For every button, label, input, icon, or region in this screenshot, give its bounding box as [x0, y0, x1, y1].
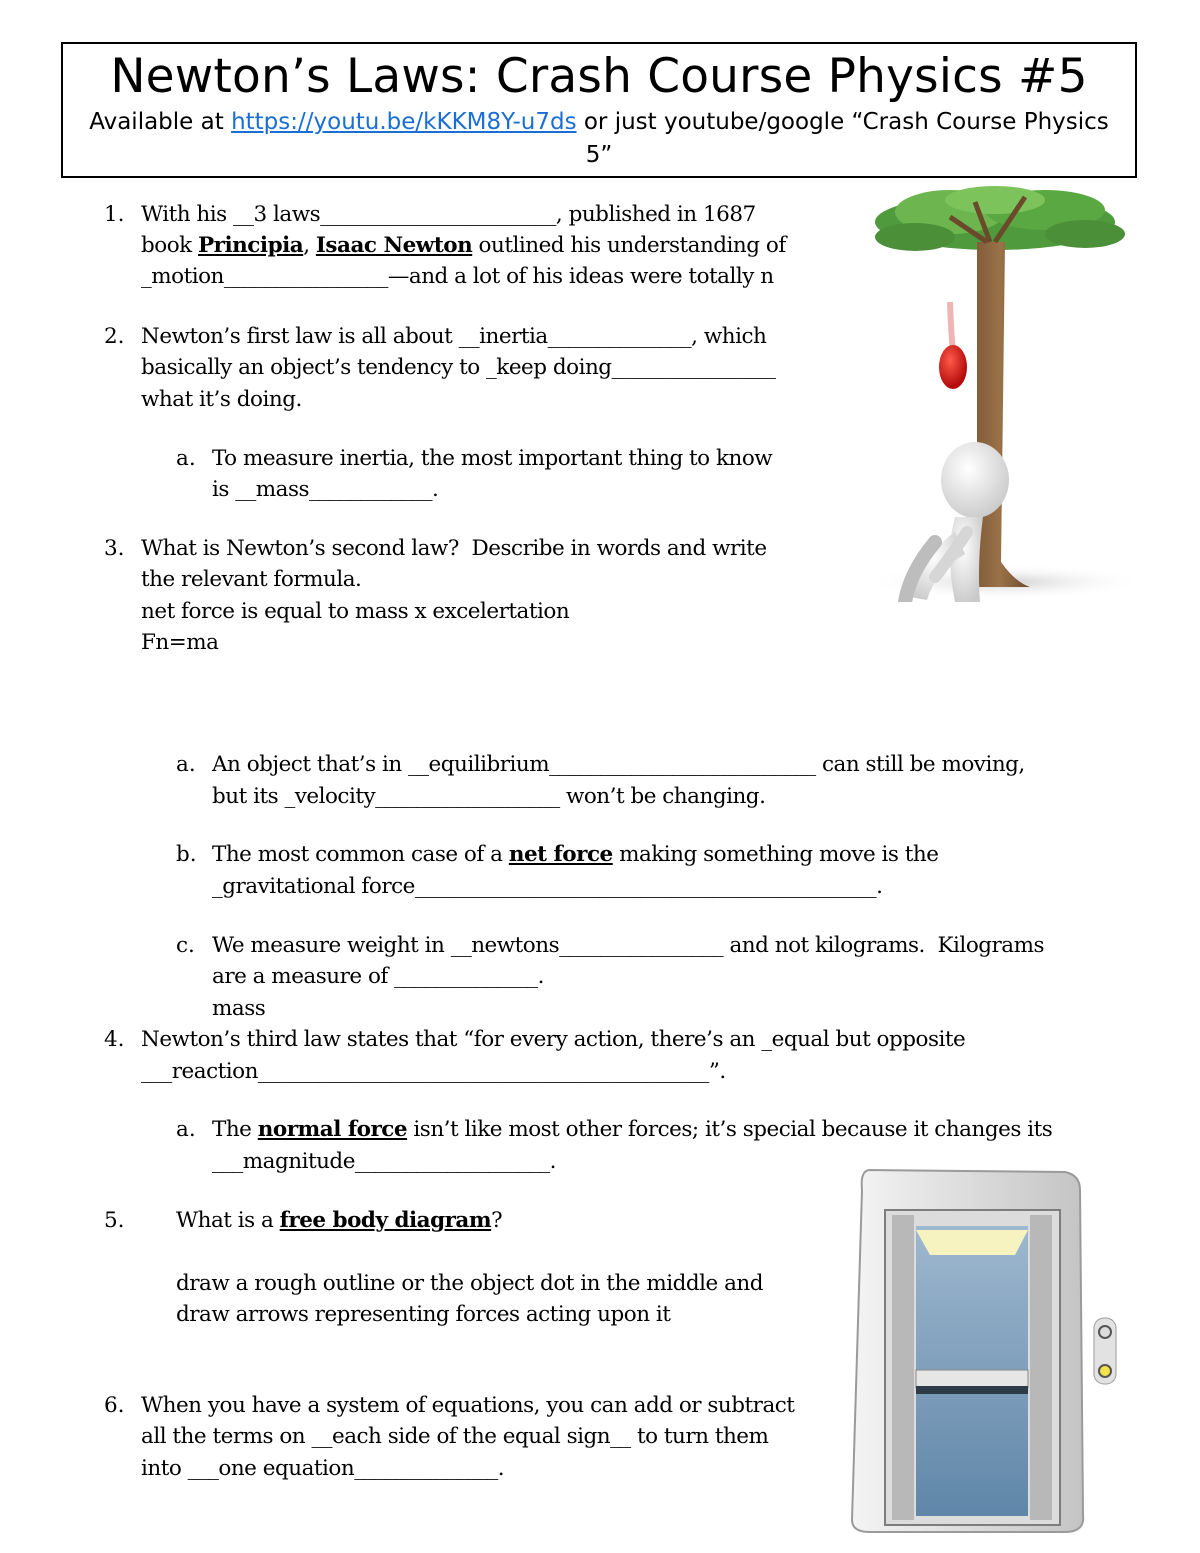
q3b-text-end: making something move is the — [612, 842, 939, 867]
q4a-line-2: ___magnitude___________________. — [212, 1149, 556, 1174]
video-link[interactable]: https://youtu.be/kKKM8Y-u7ds — [231, 109, 577, 135]
q3a-line-2: but its _velocity__________________ won’t be changing. — [212, 784, 766, 809]
call-button-down-icon — [1099, 1365, 1111, 1377]
q2-number: 2. — [104, 324, 125, 349]
q5-text: What is a — [176, 1208, 280, 1233]
q3a-line-1: An object that’s in __equilibrium__________________________ can still be moving, — [212, 752, 1025, 777]
subtitle-prefix: Available at — [89, 109, 232, 135]
page-title: Newton’s Laws: Crash Course Physics #5 — [110, 49, 1088, 104]
q3-number: 3. — [104, 536, 125, 561]
q3-answer-1: net force is equal to mass x excelertation — [141, 599, 570, 624]
q1-line-3: _motion________________—and a lot of his ideas were totally n — [141, 264, 774, 289]
q5-answer-1: draw a rough outline or the object dot in the middle and — [176, 1271, 763, 1296]
q3c-letter: c. — [176, 933, 195, 958]
q3c-line-2: are a measure of ______________. — [212, 964, 545, 989]
tree-canopy — [875, 186, 1125, 251]
q6-line-2: all the terms on __each side of the equal sign__ to turn them — [141, 1424, 769, 1449]
q1-line-1: With his __3 laws_______________________, published in 1687 — [141, 202, 756, 227]
q1-line-2 — [141, 231, 786, 261]
q4a-line-1 — [212, 1115, 1052, 1145]
q4-number: 4. — [104, 1027, 125, 1052]
free-body-diagram-term: free body diagram — [279, 1208, 492, 1233]
q3b-letter: b. — [176, 842, 197, 867]
q5-question-mark: ? — [491, 1208, 503, 1233]
q1-number: 1. — [104, 202, 125, 227]
q3b-line-1 — [212, 840, 939, 870]
q4-line-2: ___reaction____________________________________________”. — [141, 1059, 726, 1084]
net-force-term: net force — [508, 842, 613, 867]
q1-comma: , — [303, 233, 316, 258]
q3c-line-1: We measure weight in __newtons________________ and not kilograms. Kilograms — [212, 933, 1045, 958]
q3-line-2: the relevant formula. — [141, 567, 362, 592]
principia-term: Principia — [198, 233, 304, 258]
tree-illustration — [855, 182, 1140, 602]
q4a-text: The — [212, 1117, 258, 1142]
q3a-letter: a. — [176, 752, 196, 777]
q5-number: 5. — [104, 1208, 125, 1233]
q5-answer-2: draw arrows representing forces acting upon it — [176, 1302, 671, 1327]
q2-line-1: Newton’s first law is all about __inertia______________, which — [141, 324, 767, 349]
q4a-letter: a. — [176, 1117, 196, 1142]
elevator-light — [916, 1230, 1028, 1255]
q3-answer-2: Fn=ma — [141, 630, 219, 655]
q6-line-1: When you have a system of equations, you can add or subtract — [141, 1393, 795, 1418]
elevator-illustration — [840, 1160, 1125, 1535]
q2-line-2: basically an object’s tendency to _keep doing________________ — [141, 355, 776, 380]
q2a-letter: a. — [176, 446, 196, 471]
subtitle-suffix: or just youtube/google “Crash Course Physics 5” — [576, 109, 1109, 168]
q6-line-3: into ___one equation______________. — [141, 1456, 505, 1481]
q4-line-1: Newton’s third law states that “for every action, there’s an _equal but opposite — [141, 1027, 966, 1052]
page-subtitle — [63, 106, 1135, 172]
q6-number: 6. — [104, 1393, 125, 1418]
normal-force-term: normal force — [257, 1117, 408, 1142]
q2-line-3: what it’s doing. — [141, 387, 302, 412]
q3b-text: The most common case of a — [212, 842, 509, 867]
q2a-line-1: To measure inertia, the most important thing to know — [212, 446, 773, 471]
q3c-answer: mass — [212, 996, 266, 1021]
call-button-up-icon — [1099, 1326, 1111, 1338]
q1-text: book — [141, 233, 199, 258]
q3b-line-2: _gravitational force_____________________________________________. — [212, 874, 883, 899]
apple-icon — [939, 345, 967, 389]
q4a-text-end: isn’t like most other forces; it’s special because it changes its — [407, 1117, 1053, 1142]
worksheet-header — [61, 42, 1137, 178]
isaac-newton-term: Isaac Newton — [315, 233, 473, 258]
q1-text-end: outlined his understanding of — [472, 233, 786, 258]
q5-line-1 — [176, 1206, 502, 1236]
q3-line-1: What is Newton’s second law? Describe in words and write — [141, 536, 767, 561]
q2a-line-2: is __mass____________. — [212, 477, 439, 502]
